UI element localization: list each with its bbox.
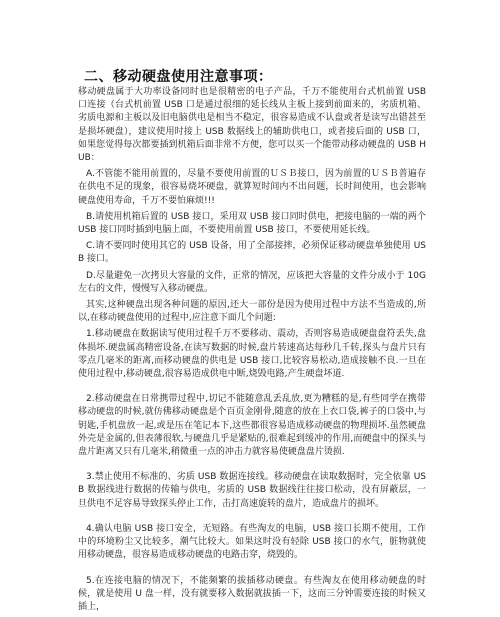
paragraph-summary: 其实,这种硬盘出现各种问题的原因,还大一部份是因为使用过程中方法不当造成的,所以,在移动硬盘使用的过程中,应注意下面几个问题: [78, 300, 426, 324]
paragraph-1: 1.移动硬盘在数据读写使用过程千万不要移动、震动，否则容易造成硬盘盘符丢失,盘体损坏.硬盘属高精密设备,在读写数据的时候,盘片转速高达每秒几千转,探头与盘片只有零点几毫米的距离,而移动硬盘的供电是 USB 接口,比较容易松动,造成接触不良.一旦在使用过程中,移动硬盘,很容易造成供电中断,烧毁电路,产生硬盘坏道. [78, 329, 426, 380]
paragraph-c: C.请不要同时使用其它的 USB 设备，用了全部接摔，必须保证移动硬盘单独使用 USB 接口。 [78, 241, 426, 265]
paragraph-b: B.请使用机箱后置的 USB 接口，采用双 USB 接口同时供电，把接电脑的一端的两个 USB 接口同时插到电脑上面，不要使用前置 USB 接口，不要使用延长线。 [78, 211, 426, 236]
paragraph-d: D.尽量避免一次拷贝大容量的文件，正常的情况，应该把大容量的文件分成小于 10G 左右的文件，慢慢写入移动硬盘。 [78, 270, 426, 294]
paragraph-4: 4.确认电脑 USB 接口安全，无短路。有些淘友的电脑，USB 接口长期不使用，工作中的环境粉尘又比较多，潮气比较大。如果这时没有轻除 USB 接口的水气，脏物就使用移动硬盘，很容易造成移动硬盘的电路击穿，烧毁的。 [78, 523, 426, 561]
paragraph-5: 5.在连接电脑的情况下，不能频繁的拔插移动硬盘。有些淘友在使用移动硬盘的时候，就是使用 U 盘一样，没有就要移入数据就拔插一下，这而三分钟需要连接的时候又插上， [78, 575, 426, 612]
paragraph-3: 3.禁止使用不标准的、劣质 USB 数据连接线。移动硬盘在读取数据时，完全依靠 USB 数据线进行数据的传输与供电，劣质的 USB 数据线往往接口松动，没有屏蔽层，一旦供电不足容易导致探头停止工作，击打高速旋转的盘片，造成盘片的损坏。 [78, 472, 426, 509]
document-body [78, 86, 426, 617]
paragraph-2: 2.移动硬盘在日常携带过程中,切记不能随意乱丢乱放,更为糟糕的是,有些同学在携带移动硬盘的时候,就仿佛移动硬盘是个百页金刚骨,随意的放在上衣口袋,裤子的口袋中,与钥匙,手机盘放一起,或是压在笔记本下,这些都很容易造成移动硬盘的物理损坏.虽然硬盘外壳是金属的,但表薄很软,与硬盘几乎是紧贴的,很难起到缓冲的作用,而硬盘中的探头与盘片距离又只有几毫米,稍微重一点的冲击力就容易使硬盘盘片烫损. [78, 394, 426, 458]
paragraph-a: A.不管能不能用前置的，尽量不要使用前置的ＵＳＢ接口，因为前置的ＵＳＢ普遍存在供电不足的现象，很容易烧坏硬盘，就算短时间内不出问题，长时间使用，也会影响硬盘使用寿命，千万不要怕麻烦!!! [78, 169, 426, 206]
paragraph-intro: 移动硬盘属于大功率设备同时也是很精密的电子产品，千万不能使用台式机前置 USB 口连接（台式机前置 USB 口是通过很细的延长线从主板上接到前面来的，劣质机箱、劣质电源和主板以及旧电脑供电是相当不稳定，很容易造成不认盘或者是读写出错甚至是损坏硬盘），建议使用时接上 USB 数据线上的辅助供电口，或者接后面的 USB 口，如果您觉得每次都要插到机箱后面非常不方便，您可以买一个能带动移动硬盘的 USB HUB： [78, 87, 426, 164]
section-heading: 二、移动硬盘使用注意事项： [84, 69, 273, 85]
